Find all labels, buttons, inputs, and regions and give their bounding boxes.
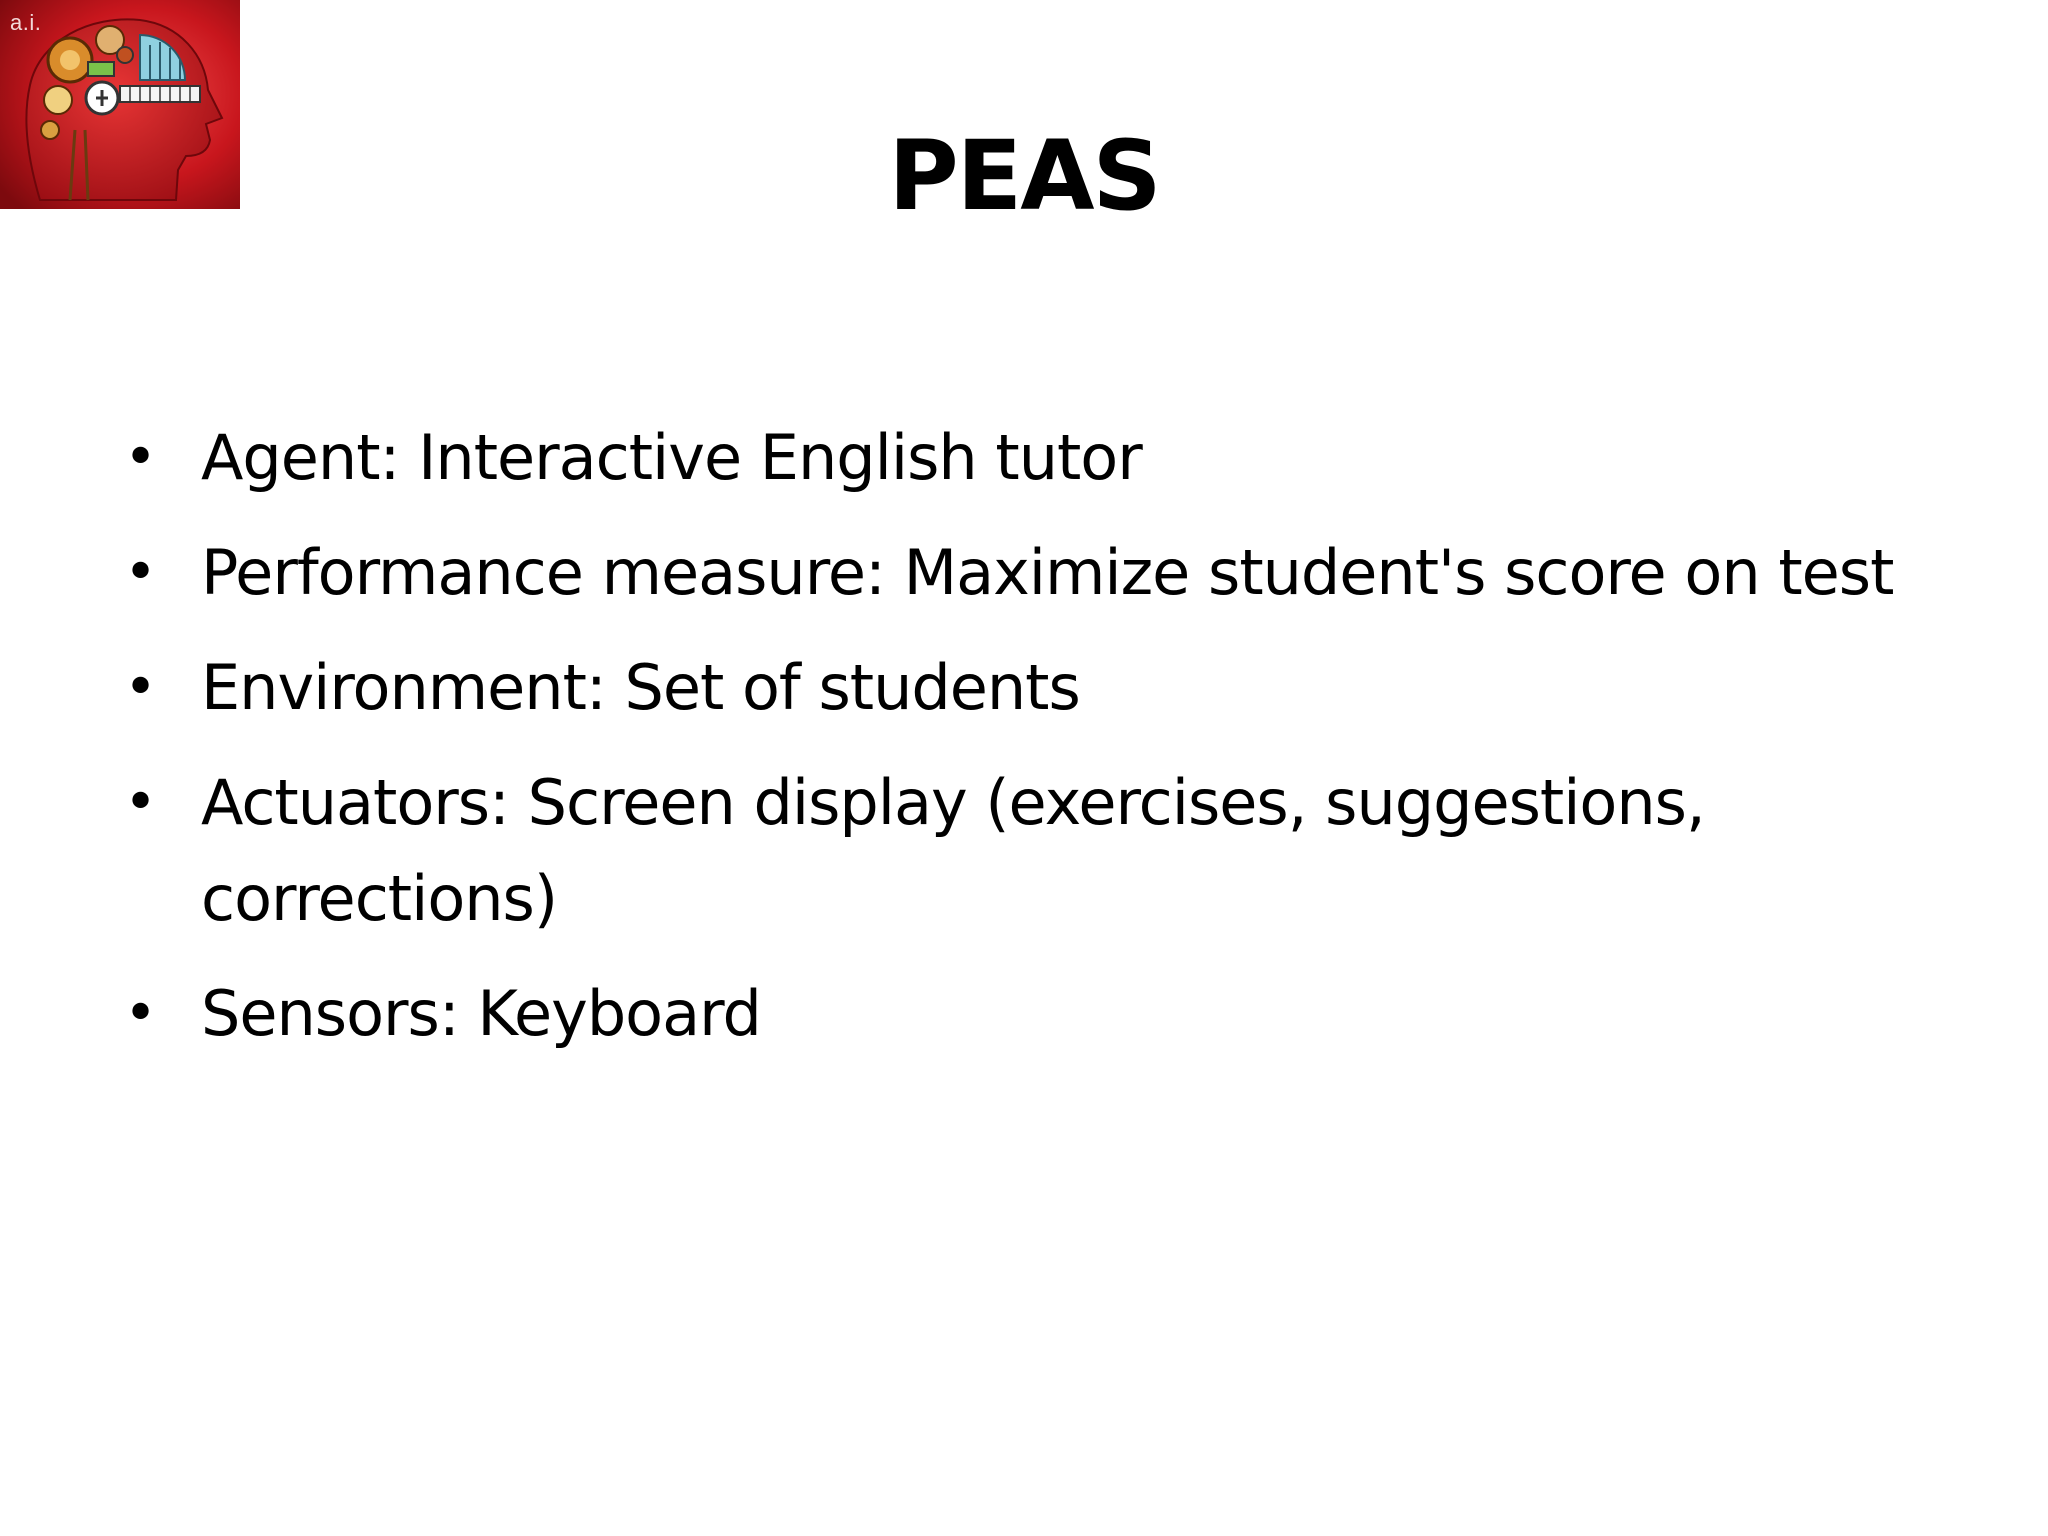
- bullet-text: Agent: Interactive English tutor: [201, 421, 1142, 494]
- bullet-item-sensors: [0, 966, 2048, 1062]
- bullet-text: Performance measure: Maximize student's score on test: [201, 536, 1894, 609]
- logo-text: a.i.: [10, 10, 42, 35]
- slide-title: PEAS: [888, 120, 1160, 232]
- bullet-icon: •: [124, 770, 157, 835]
- bullet-text: Sensors: Keyboard: [201, 977, 761, 1050]
- bullet-item-performance-measure: [0, 525, 2048, 621]
- bullet-item-actuators: [0, 755, 2048, 947]
- bullet-icon: •: [124, 425, 157, 490]
- bullet-text: Environment: Set of students: [201, 651, 1080, 724]
- bullet-icon: •: [124, 540, 157, 605]
- bullet-list: [0, 410, 2048, 1081]
- bullet-item-environment: [0, 640, 2048, 736]
- bullet-text: Actuators: Screen display (exercises, suggestions, corrections): [201, 766, 1705, 935]
- bullet-icon: •: [124, 655, 157, 720]
- bullet-item-agent: [0, 410, 2048, 506]
- bullet-icon: •: [124, 981, 157, 1046]
